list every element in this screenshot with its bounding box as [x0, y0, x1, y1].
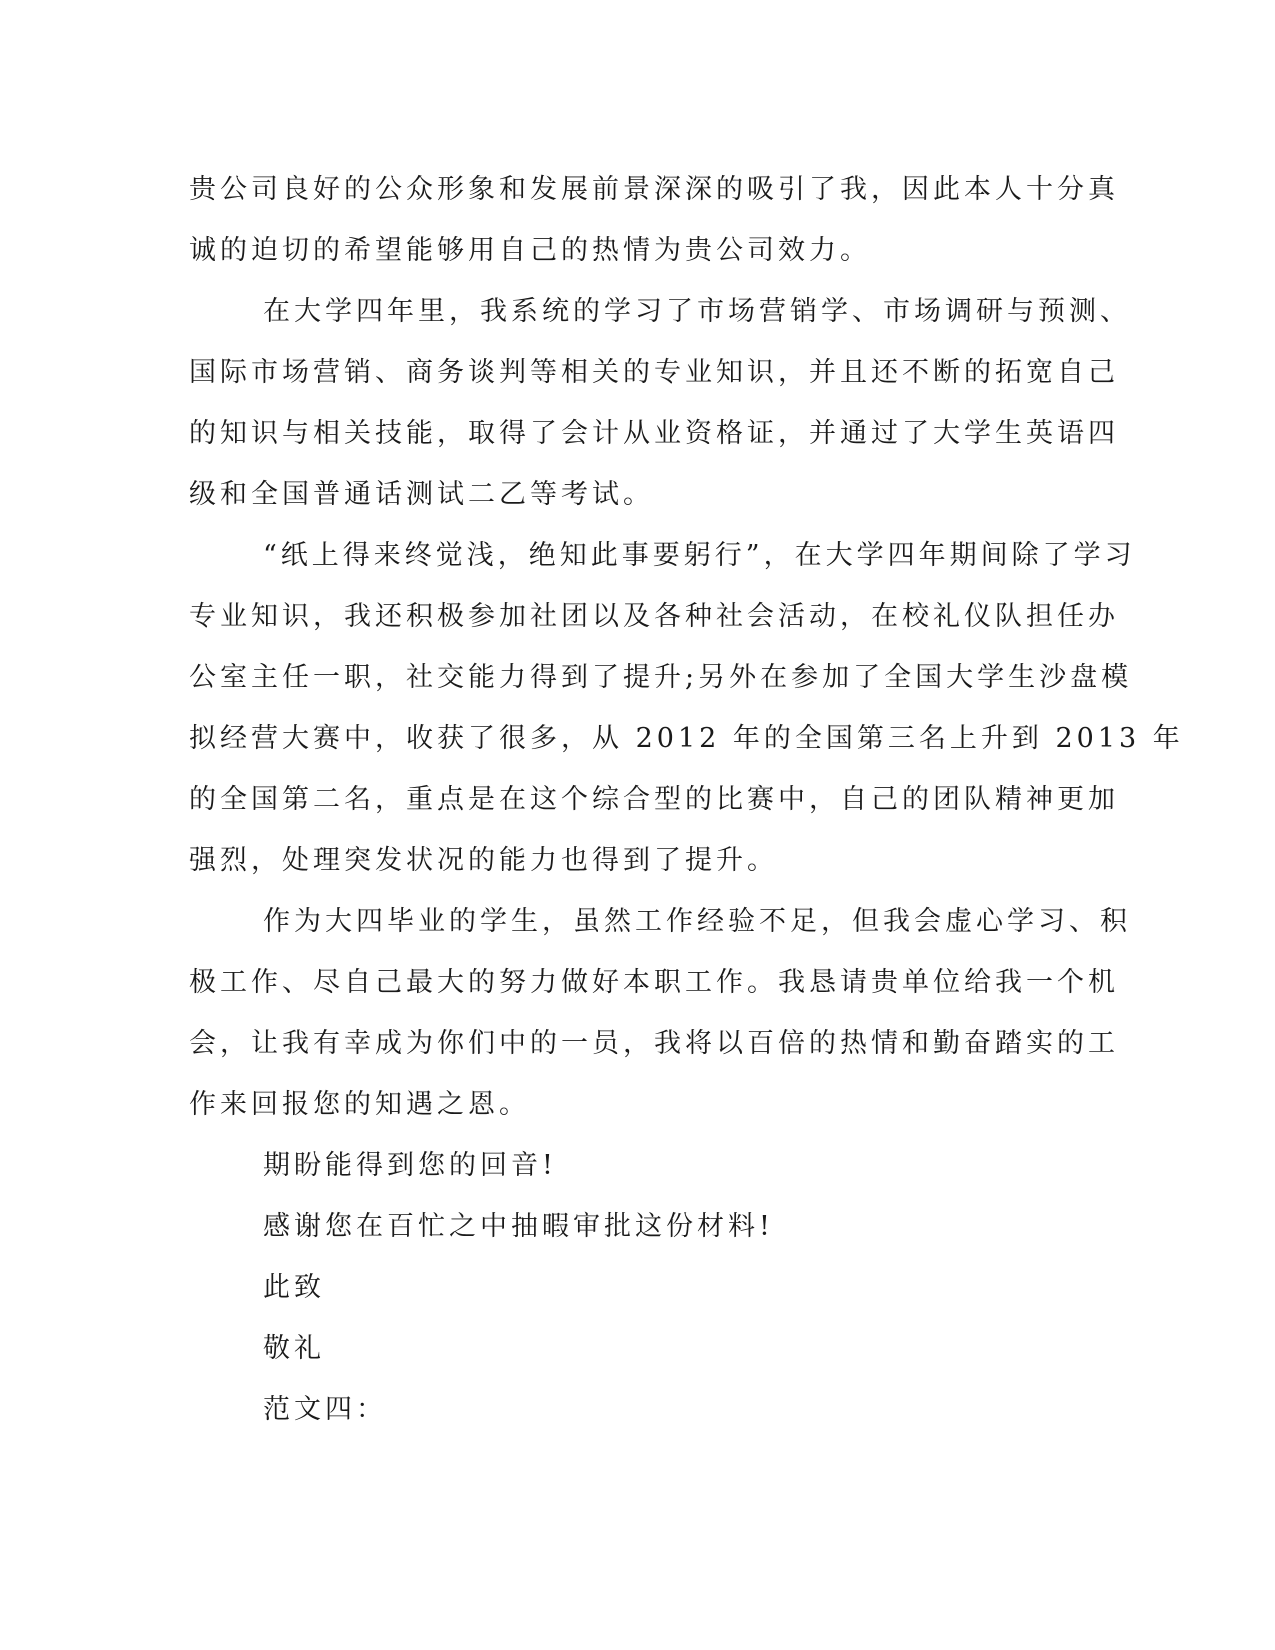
text-line: 的知识与相关技能，取得了会计从业资格证，并通过了大学生英语四: [189, 418, 1119, 449]
text-line: 诚的迫切的希望能够用自己的热情为贵公司效力。: [189, 235, 871, 266]
text-line: 作来回报您的知遇之恩。: [189, 1089, 530, 1120]
text-line: 专业知识，我还积极参加社团以及各种社会活动，在校礼仪队担任办: [189, 601, 1119, 632]
paragraph-start-line: 作为大四毕业的学生，虽然工作经验不足，但我会虚心学习、积: [263, 906, 1131, 937]
letter-body: [189, 159, 1184, 1440]
text-line: 拟经营大赛中，收获了很多，从 2012 年的全国第三名上升到 2013 年: [189, 723, 1184, 754]
section-heading: 范文四：: [263, 1394, 387, 1425]
salutation-line: 敬礼: [263, 1333, 325, 1364]
text-line: 极工作、尽自己最大的努力做好本职工作。我恳请贵单位给我一个机: [189, 967, 1119, 998]
text-line: 级和全国普通话测试二乙等考试。: [189, 479, 654, 510]
text-line: 会，让我有幸成为你们中的一员，我将以百倍的热情和勤奋踏实的工: [189, 1028, 1119, 1059]
paragraph-start-line: “纸上得来终觉浅，绝知此事要躬行”，在大学四年期间除了学习: [263, 540, 1136, 571]
salutation-line: 此致: [263, 1272, 325, 1303]
closing-line: 期盼能得到您的回音!: [263, 1150, 557, 1181]
text-line: 公室主任一职，社交能力得到了提升;另外在参加了全国大学生沙盘模: [189, 662, 1133, 693]
paragraph-start-line: 在大学四年里，我系统的学习了市场营销学、市场调研与预测、: [263, 296, 1131, 327]
text-line: 强烈，处理突发状况的能力也得到了提升。: [189, 845, 778, 876]
text-line: 的全国第二名，重点是在这个综合型的比赛中，自己的团队精神更加: [189, 784, 1119, 815]
text-line: 贵公司良好的公众形象和发展前景深深的吸引了我，因此本人十分真: [189, 174, 1119, 205]
closing-line: 感谢您在百忙之中抽暇审批这份材料!: [263, 1211, 774, 1242]
text-line: 国际市场营销、商务谈判等相关的专业知识，并且还不断的拓宽自己: [189, 357, 1119, 388]
